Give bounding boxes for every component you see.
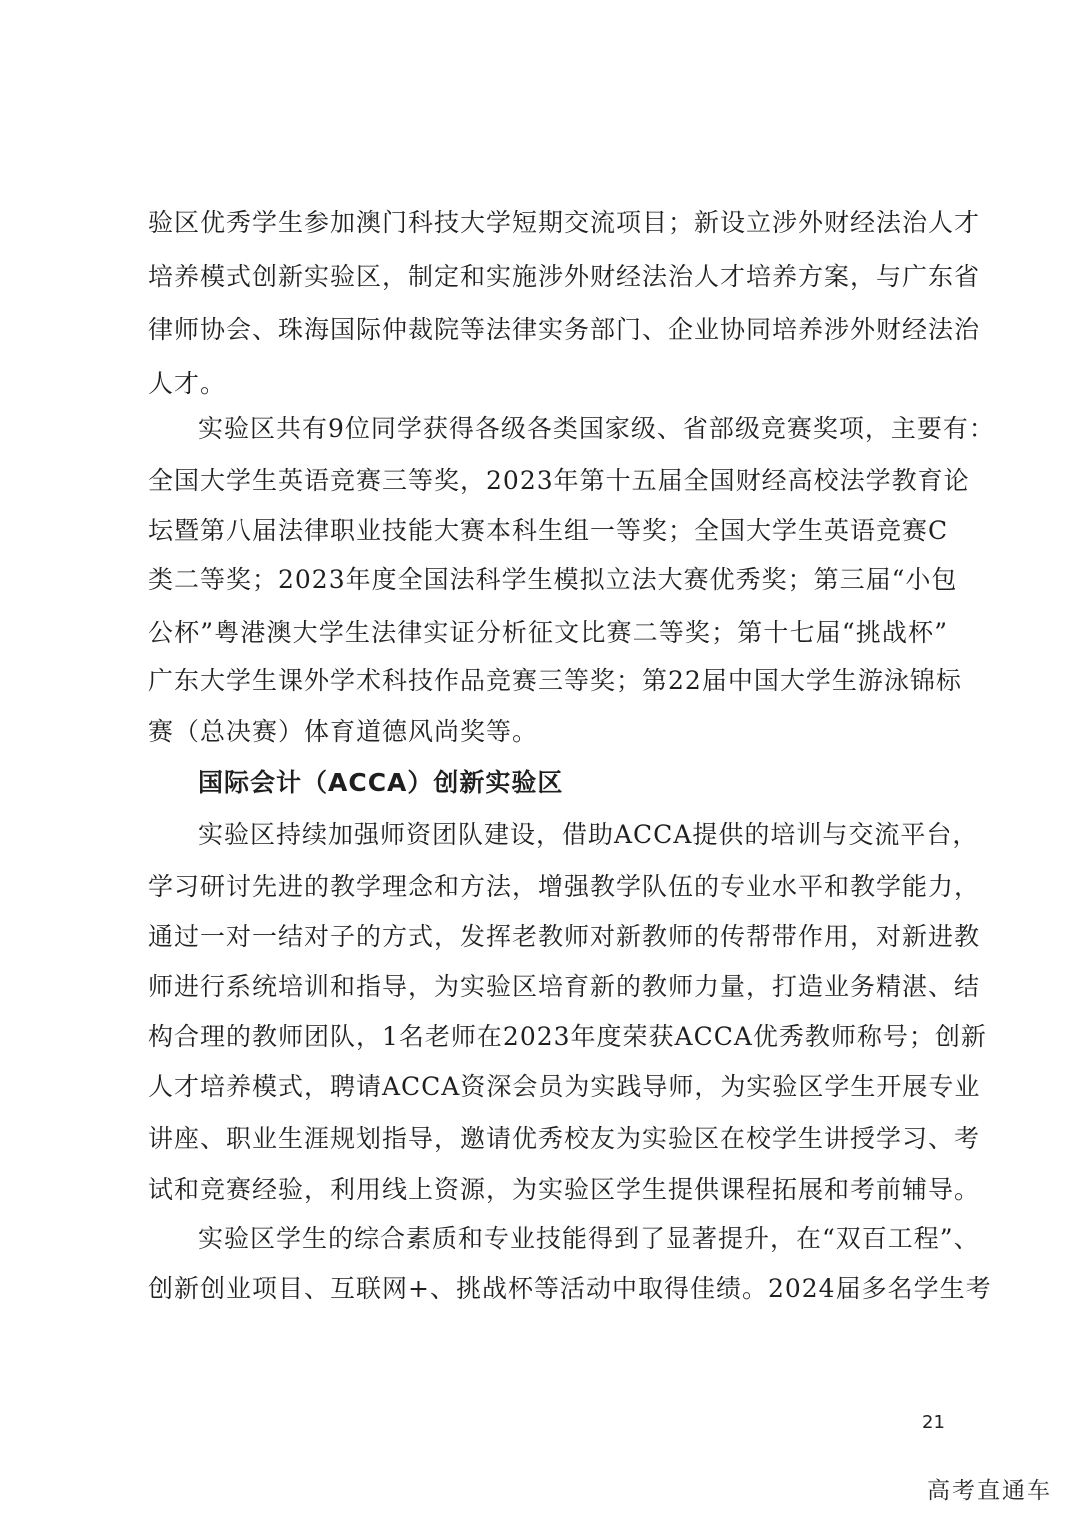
text-line: 实验区学生的综合素质和专业技能得到了显著提升，在“双百工程”、 [198,1224,980,1253]
text-line: 人才培养模式，聘请ACCA资深会员为实践导师，为实验区学生开展专业 [148,1072,981,1101]
text-line: 律师协会、珠海国际仲裁院等法律实务部门、企业协同培养涉外财经法治 [148,315,981,344]
text-line: 实验区共有9位同学获得各级各类国家级、省部级竞赛奖项，主要有： [198,414,995,443]
text-line: 通过一对一结对子的方式，发挥老教师对新教师的传帮带作用，对新进教 [148,922,981,951]
page-number: 21 [922,1412,945,1433]
watermark-text: 高考直通车 [927,1478,1052,1504]
text-line: 讲座、职业生涯规划指导，邀请优秀校友为实验区在校学生讲授学习、考 [148,1124,981,1153]
text-line: 全国大学生英语竞赛三等奖，2023年第十五届全国财经高校法学教育论 [148,466,970,495]
section-heading: 国际会计（ACCA）创新实验区 [198,768,564,797]
text-line: 类二等奖；2023年度全国法科学生模拟立法大赛优秀奖；第三届“小包 [148,565,958,594]
text-line: 培养模式创新实验区，制定和实施涉外财经法治人才培养方案，与广东省 [148,262,981,291]
text-line: 广东大学生课外学术科技作品竞赛三等奖；第22届中国大学生游泳锦标 [148,666,962,695]
text-line: 验区优秀学生参加澳门科技大学短期交流项目；新设立涉外财经法治人才 [148,208,981,237]
text-line: 实验区持续加强师资团队建设，借助ACCA提供的培训与交流平台， [198,820,979,849]
text-line: 试和竞赛经验，利用线上资源，为实验区学生提供课程拓展和考前辅导。 [148,1175,981,1204]
text-line: 坛暨第八届法律职业技能大赛本科生组一等奖；全国大学生英语竞赛C [148,516,949,545]
text-line: 人才。 [148,369,227,398]
text-line: 师进行系统培训和指导，为实验区培育新的教师力量，打造业务精湛、结 [148,972,981,1001]
text-line: 公杯”粤港澳大学生法律实证分析征文比赛二等奖；第十七届“挑战杯” [148,618,948,647]
text-line: 学习研讨先进的教学理念和方法，增强教学队伍的专业水平和教学能力， [148,872,981,901]
text-line: 构合理的教师团队，1名老师在2023年度荣获ACCA优秀教师称号；创新 [148,1022,987,1051]
text-line: 赛（总决赛）体育道德风尚奖等。 [148,717,539,746]
text-line: 创新创业项目、互联网+、挑战杯等活动中取得佳绩。2024届多名学生考 [148,1274,992,1303]
